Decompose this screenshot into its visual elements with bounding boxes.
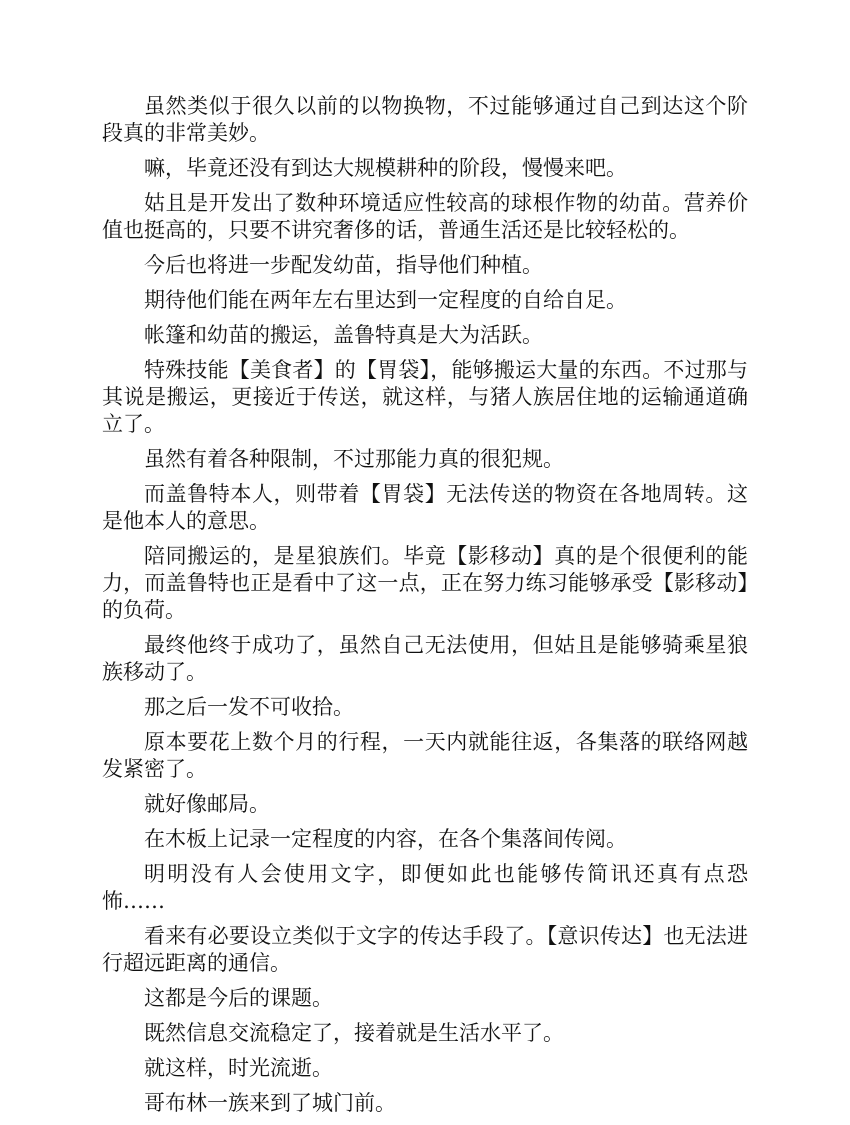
document-page [102,93,748,1125]
paragraph: 期待他们能在两年左右里达到一定程度的自给自足。 [144,288,627,312]
paragraph: 明明没有人会使用文字，即便如此也能够传简讯还真有点恐怖…… [102,862,748,913]
paragraph: 在木板上记录一定程度的内容，在各个集落间传阅。 [144,827,627,851]
paragraph: 看来有必要设立类似于文字的传达手段了。【意识传达】也无法进行超远距离的通信。 [102,924,748,975]
paragraph: 就这样，时光流逝。 [144,1056,333,1080]
paragraph: 那之后一发不可收拾。 [144,695,354,719]
paragraph: 嘛，毕竟还没有到达大规模耕种的阶段，慢慢来吧。 [144,156,627,180]
paragraph: 帐篷和幼苗的搬运，盖鲁特真是大为活跃。 [144,323,543,347]
paragraph: 这都是今后的课题。 [144,986,333,1010]
paragraph: 最终他终于成功了，虽然自己无法使用，但姑且是能够骑乘星狼族移动了。 [102,633,748,684]
paragraph: 就好像邮局。 [144,792,270,816]
paragraph: 原本要花上数个月的行程，一天内就能往返，各集落的联络网越发紧密了。 [102,730,748,781]
paragraph: 虽然有着各种限制，不过那能力真的很犯规。 [144,447,564,471]
paragraph: 姑且是开发出了数种环境适应性较高的球根作物的幼苗。营养价值也挺高的，只要不讲究奢侈的话，普通生活还是比较轻松的。 [102,191,748,242]
paragraph: 虽然类似于很久以前的以物换物，不过能够通过自己到达这个阶段真的非常美妙。 [102,94,748,145]
paragraph: 特殊技能【美食者】的【胃袋】，能够搬运大量的东西。不过那与其说是搬运，更接近于传送，就这样，与猪人族居住地的运输通道确立了。 [102,358,748,436]
paragraph: 既然信息交流稳定了，接着就是生活水平了。 [144,1021,564,1045]
paragraph: 陪同搬运的，是星狼族们。毕竟【影移动】真的是个很便利的能力，而盖鲁特也正是看中了这一点，正在努力练习能够承受【影移动】的负荷。 [102,544,748,622]
paragraph: 而盖鲁特本人，则带着【胃袋】无法传送的物资在各地周转。这是他本人的意思。 [102,482,748,533]
paragraph: 今后也将进一步配发幼苗，指导他们种植。 [144,253,543,277]
paragraph: 哥布林一族来到了城门前。 [144,1091,396,1115]
